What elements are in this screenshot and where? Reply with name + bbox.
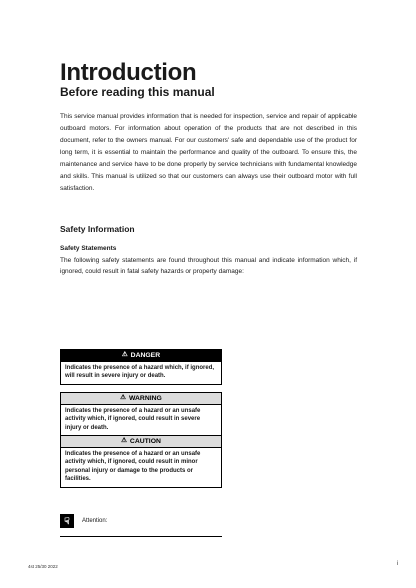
footer-code: 4st 25/30 2022 <box>28 564 58 569</box>
danger-label: DANGER <box>130 352 161 359</box>
warning-triangle-icon: ⚠ <box>121 437 127 445</box>
warning-notice <box>60 392 222 436</box>
safety-statements-body: The following safety statements are found throughout this manual and indicate information which, if ignored, could result in fatal safety hazards or property damage: <box>60 257 357 275</box>
danger-notice <box>60 349 222 385</box>
intro-paragraph: This service manual provides information that is needed for inspection, service and repair of applicable outboard motors. For information about operation of the products that are not described in this document, refer to the owners manual. For our customers' safe and dependable use of the product for long term, it is essential to maintain the performance and quality of the outboard. To ensure this, the maintenance and service have to be done properly by service technicians with fundamental knowledge and skills. This manual is utilized so that our customers can always use their outboard motor with full satisfaction. <box>60 113 357 192</box>
warning-label: WARNING <box>128 395 162 402</box>
caution-text: Indicates the presence of a hazard or an unsafe activity which, if ignored, could result in minor personal injury or damage to the products or facilities. <box>65 451 201 483</box>
warning-text: Indicates the presence of a hazard or an unsafe activity which, if ignored, could result in severe injury or death. <box>65 408 201 431</box>
warning-triangle-icon: ⚠ <box>120 394 126 402</box>
safety-statements-heading: Safety Statements <box>60 245 117 252</box>
attention-divider <box>60 536 222 537</box>
page-subtitle: Before reading this manual <box>60 85 215 99</box>
danger-text: Indicates the presence of a hazard which, if ignored, will result in severe injury or death. <box>65 365 215 380</box>
hand-pointer-icon: ☟ <box>60 514 74 528</box>
caution-label: CAUTION <box>129 438 161 445</box>
attention-row <box>60 514 107 528</box>
page-title: Introduction <box>60 59 197 86</box>
intro-section <box>60 111 357 195</box>
warning-header <box>61 393 221 405</box>
page-number: i <box>397 561 399 567</box>
danger-header <box>61 350 221 362</box>
attention-label: Attention: <box>82 518 108 524</box>
caution-header <box>61 436 221 448</box>
safety-heading: Safety Information <box>60 224 135 234</box>
caution-notice <box>60 435 222 488</box>
warning-triangle-icon: ⚠ <box>121 351 128 359</box>
